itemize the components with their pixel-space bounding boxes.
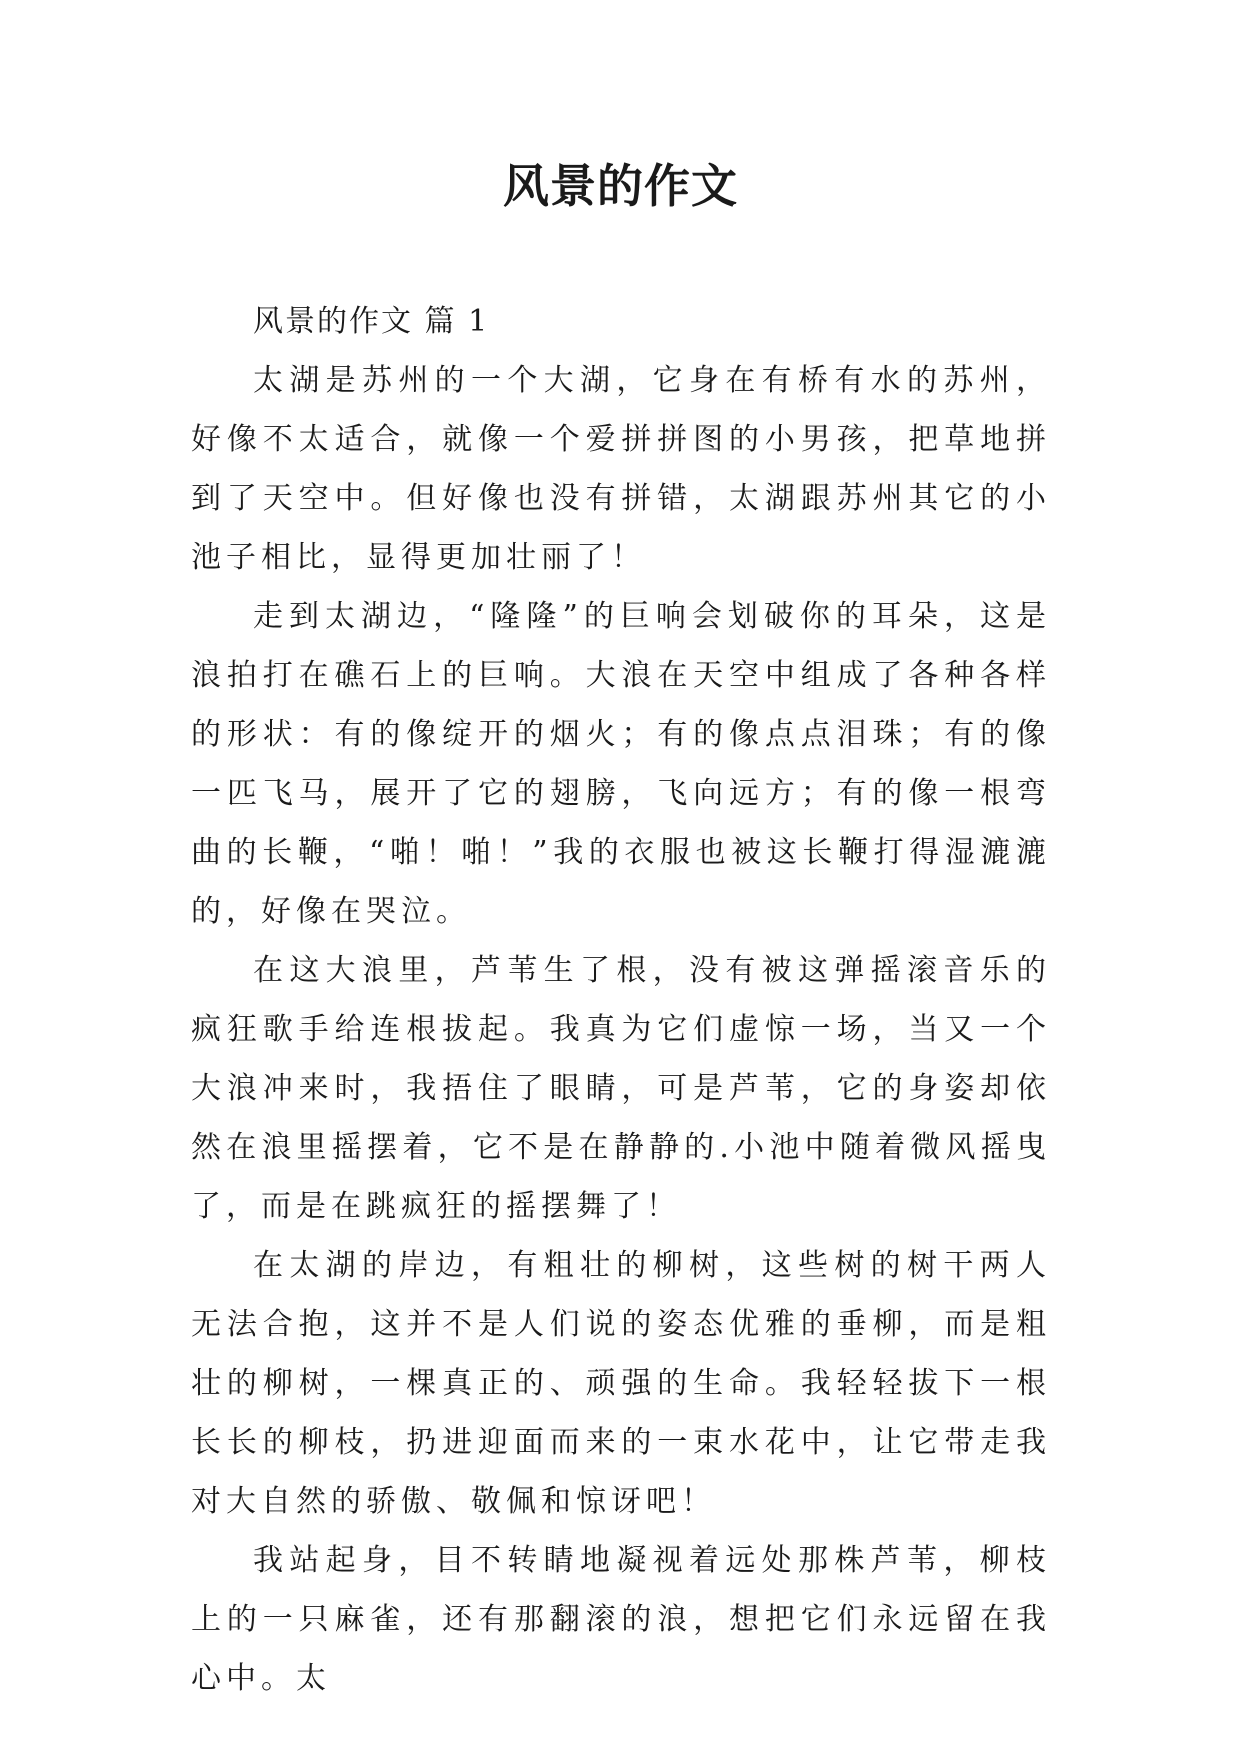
paragraph-5: 我站起身，目不转睛地凝视着远处那株芦苇，柳枝上的一只麻雀，还有那翻滚的浪，想把它们永远留在我心中。太	[191, 1543, 1051, 1696]
document-title: 风景的作文	[503, 159, 738, 213]
paragraph-2: 走到太湖边，“隆隆”的巨响会划破你的耳朵，这是浪拍打在礁石上的巨响。大浪在天空中组成了各种各样的形状：有的像绽开的烟火；有的像点点泪珠；有的像一匹飞马，展开了它的翅膀，飞向远方；有的像一根弯曲的长鞭，“啪！啪！”我的衣服也被这长鞭打得湿漉漉的，好像在哭泣。	[191, 599, 1051, 929]
section-heading: 风景的作文 篇 1	[253, 304, 490, 339]
document-body	[191, 292, 1051, 1708]
paragraph-4: 在太湖的岸边，有粗壮的柳树，这些树的树干两人无法合抱，这并不是人们说的姿态优雅的垂柳，而是粗壮的柳树，一棵真正的、顽强的生命。我轻轻拔下一根长长的柳枝，扔进迎面而来的一束水花中，让它带走我对大自然的骄傲、敬佩和惊讶吧！	[191, 1248, 1051, 1519]
paragraph-3: 在这大浪里，芦苇生了根，没有被这弹摇滚音乐的疯狂歌手给连根拔起。我真为它们虚惊一场，当又一个大浪冲来时，我捂住了眼睛，可是芦苇，它的身姿却依然在浪里摇摆着，它不是在静静的.小池中随着微风摇曳了，而是在跳疯狂的摇摆舞了！	[191, 953, 1051, 1224]
paragraph-1: 太湖是苏州的一个大湖，它身在有桥有水的苏州，好像不太适合，就像一个爱拼拼图的小男孩，把草地拼到了天空中。但好像也没有拼错，太湖跟苏州其它的小池子相比，显得更加壮丽了！	[191, 363, 1051, 575]
